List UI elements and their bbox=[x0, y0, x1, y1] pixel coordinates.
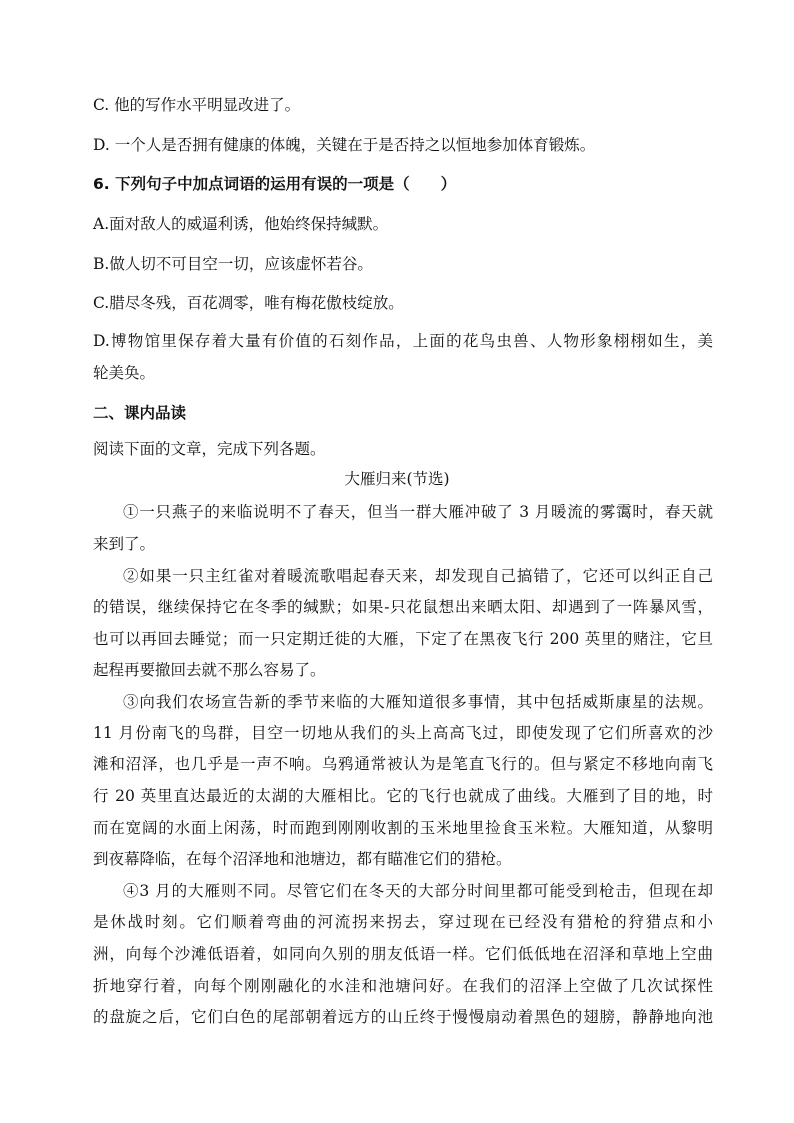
q6-option-b: B.做人切不可目空一切，应该虚怀若谷。 bbox=[93, 255, 373, 273]
q5-option-d: D. 一个人是否拥有健康的体魄，关键在于是否持之以恒地参加体育锻炼。 bbox=[93, 136, 596, 154]
paragraph-3-line-2: 11 月份南飞的鸟群，目空一切地从我们的头上高高飞过，即使发现了它们所喜欢的沙 bbox=[93, 724, 713, 742]
q6-option-d-line-1: D.博物馆里保存着大量有价值的石刻作品，上面的花鸟虫兽、人物形象栩栩如生，美 bbox=[93, 332, 713, 350]
article-title: 大雁归来(节选) bbox=[344, 470, 450, 488]
paragraph-3-line-1: ③向我们农场宣告新的季节来临的大雁知道很多事情，其中包括威斯康星的法规。 bbox=[123, 693, 713, 711]
paragraph-2-line-1: ②如果一只主红雀对着暖流歌唱起春天来，却发现自己搞错了，它还可以纠正自己 bbox=[123, 567, 713, 585]
paragraph-3-line-5: 而在宽阔的水面上闲荡，时而跑到刚刚收割的玉米地里捡食玉米粒。大雁知道，从黎明 bbox=[93, 819, 713, 837]
paragraph-2-line-2: 的错误，继续保持它在冬季的缄默；如果-只花鼠想出来晒太阳、却遇到了一阵暴风雪， bbox=[93, 598, 713, 616]
paragraph-2-line-3: 也可以再回去睡觉；而一只定期迁徙的大雁，下定了在黑夜飞行 200 英里的赌注，它旦 bbox=[93, 630, 713, 648]
paragraph-4-line-2: 是休战时刻。它们顺着弯曲的河流拐来拐去，穿过现在已经没有猎枪的狩猎点和小 bbox=[93, 913, 713, 931]
paragraph-3-line-6: 到夜幕降临，在每个沼泽地和池塘边，都有瞄准它们的猎枪。 bbox=[93, 850, 512, 868]
paragraph-2-line-4: 起程再要撤回去就不那么容易了。 bbox=[93, 661, 326, 679]
q6-option-c: C.腊尽冬残，百花凋零，唯有梅花傲枝绽放。 bbox=[93, 294, 404, 312]
paragraph-4-line-1: ④3 月的大雁则不同。尽管它们在冬天的大部分时间里都可能受到枪击，但现在却 bbox=[123, 882, 713, 900]
paragraph-4-line-5: 的盘旋之后，它们白色的尾部朝着远方的山丘终于慢慢扇动着黑色的翅膀，静静地向池 bbox=[93, 1008, 713, 1026]
reading-instruction: 阅读下面的文章，完成下列各题。 bbox=[93, 440, 326, 458]
q5-option-c: C. 他的写作水平明显改进了。 bbox=[93, 96, 301, 114]
q6-stem: 6. 下列句子中加点词语的运用有误的一项是（ ） bbox=[93, 175, 457, 193]
paragraph-3-line-3: 滩和沼泽，也几乎是一声不响。乌鸦通常被认为是笔直飞行的。但与紧定不移地向南飞 bbox=[93, 755, 713, 773]
paragraph-3-line-4: 行 20 英里直达最近的太湖的大雁相比。它的飞行也就成了曲线。大雁到了目的地，时 bbox=[93, 787, 713, 805]
q6-option-d-line-2: 轮美奂。 bbox=[93, 364, 156, 382]
paragraph-1-line-2: 来到了。 bbox=[93, 535, 156, 553]
paragraph-4-line-4: 折地穿行着，向每个刚刚融化的水洼和池塘问好。在我们的沼泽上空做了几次试探性 bbox=[93, 977, 713, 995]
section-heading: 二、课内品读 bbox=[93, 404, 187, 422]
paragraph-4-line-3: 洲，向每个沙滩低语着，如同向久别的朋友低语一样。它们低低地在沼泽和草地上空曲 bbox=[93, 945, 713, 963]
paragraph-1-line-1: ①一只燕子的来临说明不了春天，但当一群大雁冲破了 3 月暖流的雾霭时，春天就 bbox=[123, 503, 713, 521]
q6-option-a: A.面对敌人的威逼利诱，他始终保持缄默。 bbox=[93, 215, 389, 233]
